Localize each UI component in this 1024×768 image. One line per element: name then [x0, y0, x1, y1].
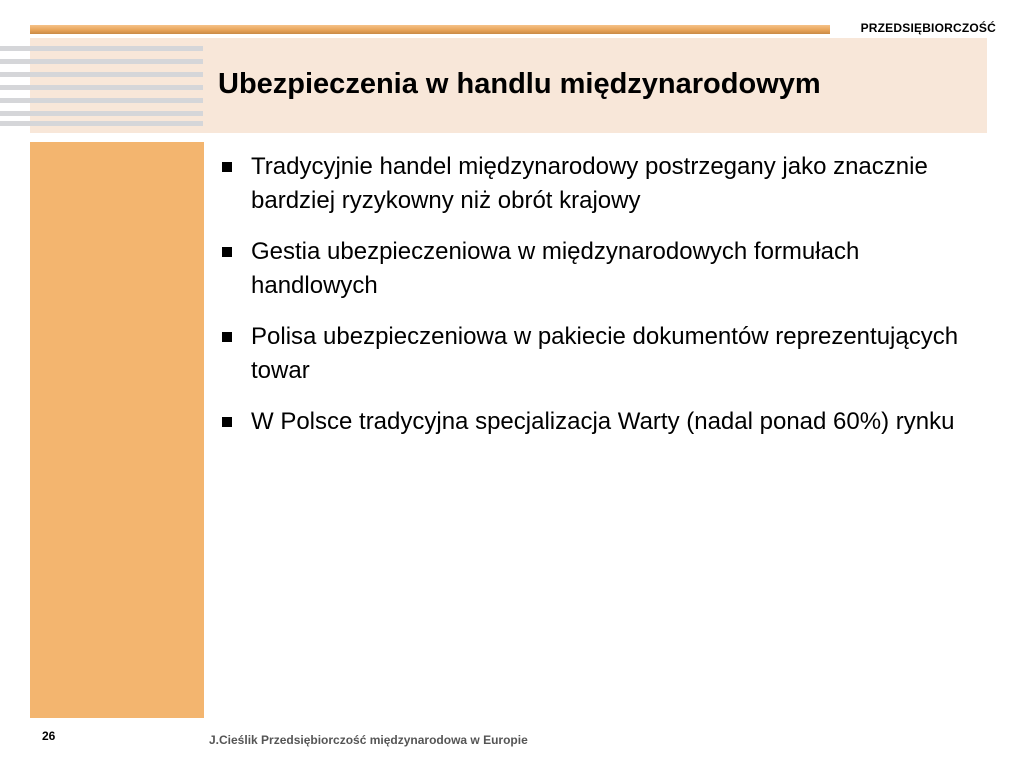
square-bullet-icon [222, 247, 232, 257]
bullet-text: W Polsce tradycyjna specjalizacja Warty (nadal ponad 60%) rynku [251, 408, 955, 435]
bullet-item [218, 320, 988, 388]
stripe [0, 85, 203, 90]
stripe [0, 98, 203, 103]
stripe [0, 121, 203, 126]
top-accent-bar [30, 25, 830, 34]
bullet-item [218, 235, 988, 303]
page-number: 26 [42, 729, 56, 743]
bullet-item [218, 150, 988, 218]
stripe [0, 59, 203, 64]
stripe [0, 111, 203, 116]
square-bullet-icon [222, 332, 232, 342]
slide-title: Ubezpieczenia w handlu międzynarodowym [218, 68, 821, 100]
bullet-text: Tradycyjnie handel międzynarodowy postrzegany jako znacznie bardziej ryzykowny niż obrót krajowy [251, 153, 928, 214]
bullet-text: Polisa ubezpieczeniowa w pakiecie dokumentów reprezentujących towar [251, 323, 959, 384]
square-bullet-icon [222, 417, 232, 427]
stripe [0, 46, 203, 51]
square-bullet-icon [222, 162, 232, 172]
stripe [0, 72, 203, 77]
decorative-stripes [0, 46, 203, 126]
brand-label: PRZEDSIĘBIORCZOŚĆ [860, 21, 996, 35]
bullet-item [218, 405, 988, 439]
side-panel [30, 142, 204, 718]
bullet-text: Gestia ubezpieczeniowa w międzynarodowych formułach handlowych [251, 238, 860, 299]
bullet-list [218, 150, 988, 456]
footer-author-text: J.Cieślik Przedsiębiorczość międzynarodowa w Europie [209, 733, 528, 747]
